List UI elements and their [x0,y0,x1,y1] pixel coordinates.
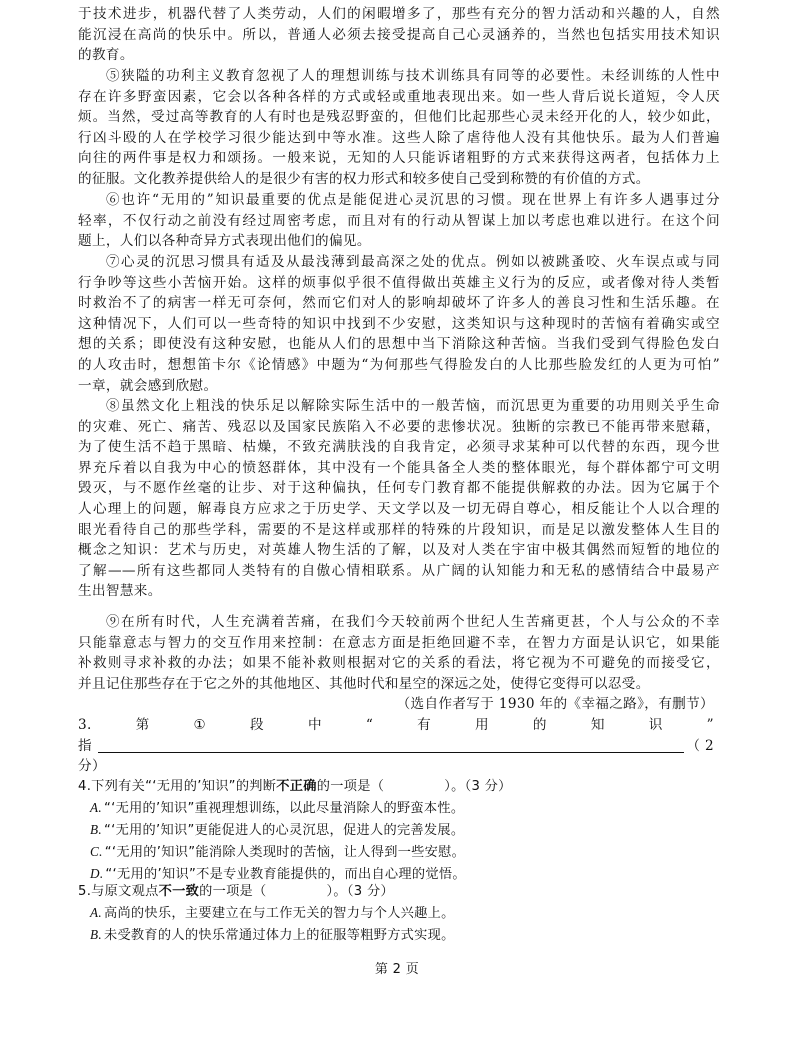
question-5-stem-text: 5.与原文观点 [78,884,159,899]
question-3-lead: 指 [78,738,92,754]
question-3 [78,715,714,776]
text-line: 于技术进步，机器代替了人类劳动，人们的闲暇增多了，那些有充分的智力活动和兴趣的人，自然 [78,6,720,22]
question-4 [78,776,718,885]
text-line: ⑦心灵的沉思习惯具有适及从最浅薄到最高深之处的优点。例如以被跳蚤咬、火车误点或与同 [106,254,720,270]
text-line: 补救则寻求补救的办法；如果不能补救则根据对它的关系的看法，将它视为不可避免的而接受它， [78,655,720,672]
option-letter: B. [90,822,102,837]
text-line: 存在许多野蛮因素，它会以各种各样的方式或轻或重地表现出来。如一些人背后说长道短，令人厌 [78,88,720,105]
text-line: 能沉浸在高尚的快乐中。所以，普通人必须去接受提高自己心灵涵养的，当然也包括实用技术知识 [78,26,720,43]
paragraph-continued [78,4,720,66]
text-line: 只能靠意志与智力的交互作用来控制：在意志方面是拒绝回避不幸，在智力方面是认识它，如果能 [78,634,720,651]
text-line: 生出智慧来。 [78,583,162,600]
text-line: 了解——所有这些都同人类特有的自傲心情相联系。从广阔的认知能力和无私的感情结合中最易产 [78,562,720,579]
option-a[interactable] [78,797,718,819]
option-b[interactable] [78,924,718,946]
option-text: 未受教育的人的快乐常通过体力上的征服等粗野方式实现。 [103,928,455,943]
text-line: 眼光看待自己的那些学科，需要的不是这样或那样的特殊的片段知识，而是足以激发整体人生目的 [78,521,720,538]
question-5 [78,881,718,946]
question-5-options [78,902,718,946]
question-4-stem [78,776,718,797]
question-3-char: ” [706,717,714,733]
source-citation: （选自作者写于 1930 年的《幸福之路》，有删节） [396,696,714,712]
text-line: ⑤狭隘的功利主义教育忽视了人的理想训练与技术训练具有同等的必要性。未经训练的人性中 [106,68,720,84]
option-text: “‘无用的’知识”不是专业教育能提供的，而出自心理的觉悟。 [105,867,466,882]
text-line: ⑧虽然文化上粗浅的快乐足以解除实际生活中的一般苦恼，而沉思更为重要的功用则关乎生命 [106,398,720,414]
text-line: 为了使生活不趋于黑暗、枯燥，不致充满肤浅的自我肯定，必须寻求某种可以代替的东西，现今世 [78,439,720,456]
page-number: 第 2 页 [374,962,420,977]
question-3-char: 识 [648,717,663,733]
text-line: 时救治不了的病害一样无可奈何，然而它们对人的影响却破坏了许多人的善良习性和生活乐趣。在 [78,295,720,312]
text-line: 轻率，不仅行动之前没有经过周密考虑，而且对有的行动从智谋上加以考虑也难以进行。在这个问 [78,212,720,229]
text-line: 的人攻击时，想想笛卡尔《论情感》中题为“为何那些气得脸发白的人比那些脸发红的人更为可怕” [78,356,720,373]
question-3-char: “ [365,717,374,733]
paragraph-6 [78,190,720,252]
question-5-stem [78,881,718,902]
option-b[interactable] [78,819,718,841]
question-4-emphasis: 不正确 [276,779,317,794]
question-3-score: （ 2 [686,738,714,754]
question-4-stem-text: 4.下列有关“‘无用的’知识”的判断 [78,779,277,794]
option-letter: A. [90,800,102,815]
text-line: 并且记住那些存在于它之外的其他地区、其他时代和星空的深远之处，使得它变得可以忍受。 [78,675,650,692]
text-line: 的教育。 [78,47,134,64]
question-3-score-cont: 分） [78,758,106,774]
text-line: ⑥也许“无用的”知识最重要的优点是能促进心灵沉思的习惯。现在世界上有许多人遇事过分 [106,192,720,208]
question-3-char: 的 [532,717,547,733]
text-line: 这种情况下，人们可以一些奇特的知识中找到不少安慰，这类知识与这种现时的苦恼有着确实或空 [78,315,720,332]
text-line: 的征服。文化教养提供给人的是很少有害的权力形式和较多使自己受到称赞的有价值的方式。 [78,170,650,187]
question-5-emphasis: 不一致 [158,884,200,899]
question-3-stem [78,715,714,735]
text-line: ⑨在所有时代，人生充满着苦痛，在我们今天较前两个世纪人生苦痛更甚，个人与公众的不幸 [106,614,720,630]
option-letter: B. [90,927,102,942]
option-text: “‘无用的’知识”更能促进人的心灵沉思，促进人的完善发展。 [103,823,465,838]
question-5-stem-text-2: 的一项是（ [199,884,267,899]
question-3-char: 第 [135,717,150,733]
question-3-char: 用 [475,717,489,733]
text-line: 想的关系；即使没有这种安慰，也能从人们的思想中当下消除这种苦恼。当我们受到气得脸色发白 [78,336,720,353]
text-line: 烦。当然，受过高等教育的人有时也是残忍野蛮的，但他们比起那些心灵未经开化的人，较少如此， [78,109,720,126]
question-3-char: 有 [417,717,432,733]
option-letter: D. [90,866,104,881]
option-c[interactable] [78,841,718,863]
answer-blank-line[interactable] [98,738,684,753]
text-line: 行凶斗殴的人在学校学习很少能达到中等水准。这些人除了虐待他人没有其他快乐。最为人们普遍 [78,129,720,146]
question-4-score: ）。（3 分） [444,779,512,794]
paragraph-5 [78,66,720,190]
question-3-char: 段 [250,717,264,733]
text-line: 人心理上的问题，解毒良方应求之于历史学、天文学以及一切无碍自尊心，相反能让个人以合理的 [78,500,720,517]
text-line: 一章，就会感到欣慰。 [78,377,218,394]
text-line: 向往的两件事是权力和颂扬。一般来说，无知的人只能诉诸粗野的方式来获得这两者，包括体力上 [78,150,720,167]
paragraph-7 [78,252,720,396]
option-text: 高尚的快乐，主要建立在与工作无关的智力与个人兴趣上。 [103,906,455,921]
question-3-char: ① [193,717,207,733]
option-letter: A. [90,905,102,920]
text-line: 行争吵等这些小苦恼开始。这样的烦事似乎很不值得做出英雄主义行为的反应，或者像对待人类暂 [78,274,720,291]
question-3-char: 知 [590,717,605,733]
text-line: 界充斥着以自我为中心的愤怒群体，其中没有一个能具备全人类的整体眼光，每个群体都宁可文明 [78,459,720,476]
question-3-char: 3. [78,717,92,733]
text-line: 题上，人们以各种奇异方式表现出他们的偏见。 [78,233,371,250]
text-line: 概念之知识：艺术与历史，对英雄人物生活的了解，以及对人类在宇宙中极其偶然而短暂的地位的 [78,542,720,559]
option-text: “‘无用的’知识”重视理想训练，以此尽量消除人的野蛮本性。 [103,801,465,816]
text-line: 的灾难、死亡、痛苦、残忍以及国家民族陷入不必要的悲惨状况。独断的宗教已不能再带来慰藉， [78,418,720,435]
question-3-char: 中 [307,717,322,733]
option-letter: C. [90,844,103,859]
paragraph-9 [78,612,720,694]
text-line: 毁灭，与不愿作丝毫的让步、对于这种偏执，任何专门教育都不能提供解救的办法。因为它属于个 [78,480,720,497]
question-4-options [78,797,718,885]
question-5-score: ）。（3 分） [326,884,394,899]
option-text: “‘无用的’知识”能消除人类现时的苦恼，让人得到一些安慰。 [104,845,466,860]
option-a[interactable] [78,902,718,924]
question-4-stem-text-2: 的一项是（ [316,779,385,794]
paragraph-8 [78,396,720,602]
